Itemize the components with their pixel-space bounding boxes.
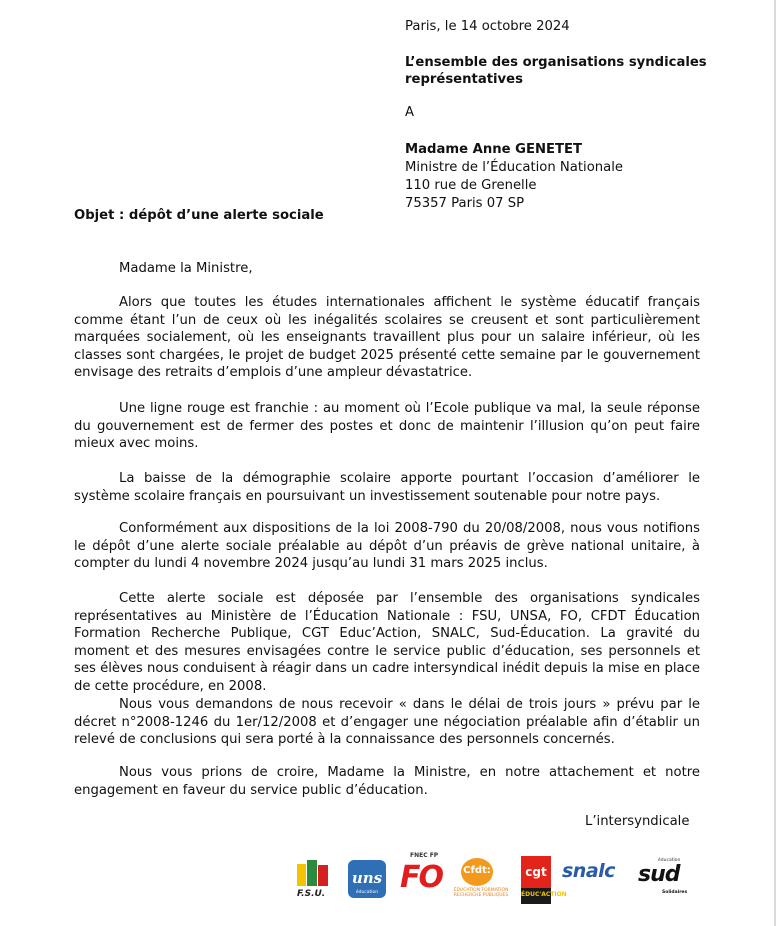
sud-logo-text: sud <box>638 862 680 887</box>
recipient-address <box>405 141 623 213</box>
unsa-logo-text: uns <box>351 869 383 887</box>
paragraph-1: Alors que toutes les études internationales affichent le système éducatif français comme étant l’un de ceux où les inégalités scolaires se creusent et sont particulièrement marquées socialement, où les enseignants travaillent plus pour un salaire inférieur, où les classes sont chargées, le projet de budget 2025 présenté cette semaine par le gouvernement envisage des retraits d’emplois d’une ampleur dévastatrice. <box>74 295 700 381</box>
to-marker: A <box>405 105 415 120</box>
cgt-logo-sub: ÉDUC'ACTION <box>521 891 567 898</box>
recipient-city: 75357 Paris 07 SP <box>405 196 525 211</box>
sud-logo <box>638 858 690 902</box>
cfdt-logo-sub: ÉDUCATION FORMATION RECHERCHE PUBLIQUES <box>453 888 509 898</box>
letter-date: Paris, le 14 octobre 2024 <box>405 19 570 34</box>
snalc-logo: snalc <box>562 860 615 882</box>
fo-logo <box>400 852 440 902</box>
sender-block: L’ensemble des organisations syndicales représentatives <box>405 55 707 87</box>
recipient-street: 110 rue de Grenelle <box>405 178 537 193</box>
cgt-logo <box>521 852 567 906</box>
unsa-logo-sub: éducation <box>355 890 379 895</box>
paragraph-4: Conformément aux dispositions de la loi 2008-790 du 20/08/2008, nous vous notifions le dépôt d’une alerte sociale préalable au dépôt d’un préavis de grève national unitaire, à compter du lundi 4 novembre 2024 jusqu’au lundi 31 mars 2025 inclus. <box>74 521 700 572</box>
cfdt-logo <box>453 858 509 902</box>
cfdt-logo-text: Cfdt: <box>463 865 491 876</box>
cgt-logo-text: cgt <box>525 865 547 879</box>
union-logos <box>295 852 690 902</box>
fo-logo-text: FO <box>400 860 442 895</box>
paragraph-5: Cette alerte sociale est déposée par l’ensemble des organisations syndicales représentatives au Ministère de l’Éducation Nationale : FSU, UNSA, FO, CFDT Éducation Formation Recherche Publique, CGT Educ’Action, SNALC, Sud-Éducation. La gravité du moment et des mesures envisagées contre le service public d’éducation, ses personnels et ses élèves nous conduisent à réagir dans un cadre intersyndical inédit depuis la mise en place de cette procédure, en 2008. <box>74 591 700 694</box>
salutation: Madame la Ministre, <box>119 261 253 276</box>
sud-logo-top: éducation <box>658 858 681 863</box>
sud-logo-sub: Solidaires <box>662 890 688 895</box>
paragraph-3: La baisse de la démographie scolaire apporte pourtant l’occasion d’améliorer le système scolaire français en poursuivant un investissement soutenable pour notre pays. <box>74 471 700 504</box>
recipient-title: Ministre de l’Éducation Nationale <box>405 160 623 175</box>
paragraph-7: Nous vous prions de croire, Madame la Ministre, en notre attachement et notre engagement en faveur du service public d’éducation. <box>74 765 700 798</box>
letter-subject: Objet : dépôt d’une alerte sociale <box>74 208 324 223</box>
signature: L’intersyndicale <box>585 814 690 829</box>
paragraph-2: Une ligne rouge est franchie : au moment où l’Ecole publique va mal, la seule réponse du gouvernement est de fermer des postes et donc de maintenir l’illusion qu’on peut faire mieux avec moins. <box>74 401 700 452</box>
fsu-logo-text: F.S.U. <box>297 889 326 899</box>
paragraph-6: Nous vous demandons de nous recevoir « dans le délai de trois jours » prévu par le décret n°2008-1246 du 1er/12/2008 et d’engager une négociation préalable afin d’établir un relevé de conclusions qui sera porté à la connaissance des personnels concernés. <box>74 697 700 748</box>
unsa-logo <box>348 860 386 898</box>
fsu-logo <box>295 860 331 902</box>
fo-logo-top: FNEC FP <box>410 852 439 859</box>
recipient-name: Madame Anne GENETET <box>405 142 583 157</box>
